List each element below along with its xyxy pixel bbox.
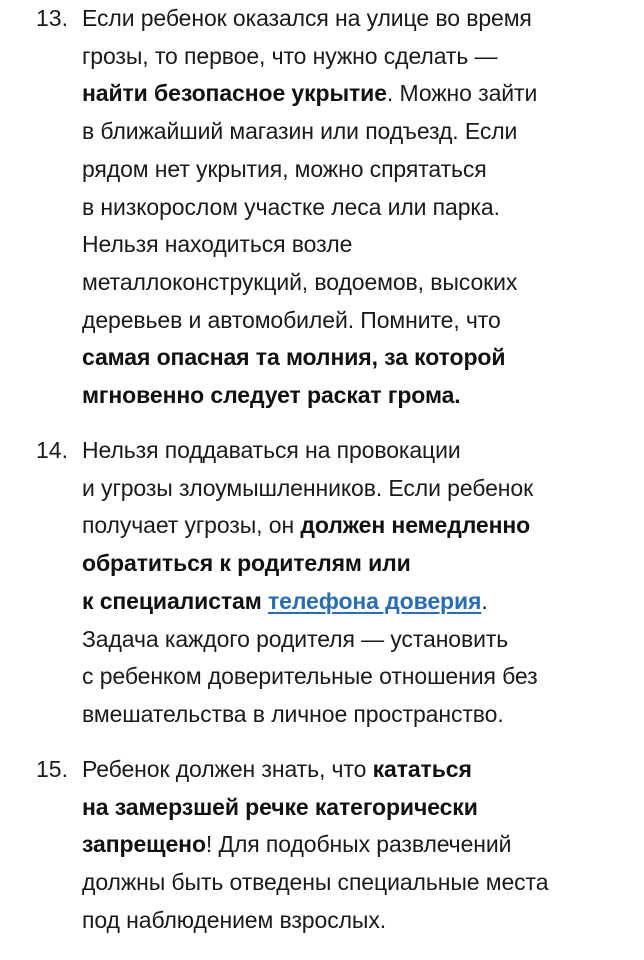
text-line [82,339,505,377]
text-line: вмешательства в личное пространство. [82,700,504,727]
text-line [82,789,478,827]
bold-phrase: к специалистам [82,587,262,614]
text-line: Нельзя находиться возле [82,231,353,258]
text-line: деревьев и автомобилей. Помните, что [82,306,501,333]
bold-phrase: обратиться к родителям или [82,550,411,577]
item-number: 15. [36,756,68,782]
bold-phrase: на замерзшей речке категорически [82,793,478,820]
text-line [82,377,461,415]
text-line: Если ребенок оказался на улице во время [82,5,532,31]
text-line: к специалистам телефона доверия. [82,587,488,614]
text-line: металлоконструкций, водоемов, высоких [82,268,518,295]
bold-phrase: самая опасная та молния, за которой [82,344,506,371]
item-number: 14. [36,437,68,463]
bold-phrase: запрещено [82,831,206,858]
bold-phrase: найти безопасное укрытие [82,80,387,107]
text-line: запрещено! Для подобных развлечений [82,831,512,858]
text-line: в низкорослом участке леса или парка. [82,193,500,220]
bold-phrase: кататься [372,756,472,782]
text-line: рядом нет укрытия, можно спрятаться [82,155,487,182]
text-line: в ближайший магазин или подъезд. Если [82,118,518,145]
hotline-link[interactable]: телефона доверия [267,587,482,614]
text-line: с ребенком доверительные отношения без [82,663,538,690]
text-line [82,545,411,583]
bold-phrase: должен немедленно [300,512,531,539]
text-line: Задача каждого родителя — установить [82,625,509,652]
item-number: 13. [36,5,68,31]
text-line: Нельзя поддаваться на провокации [82,437,461,463]
text-line: должны быть отведены специальные места [82,869,549,896]
text-line: найти безопасное укрытие. Можно зайти [82,80,538,107]
text-line: под наблюдением взрослых. [82,906,387,933]
bold-phrase: мгновенно следует раскат грома. [82,382,461,408]
text-line: грозы, то первое, что нужно сделать — [82,42,498,69]
text-line: Ребенок должен знать, что кататься [82,756,472,782]
text-line: получает угрозы, он должен немедленно [82,512,531,539]
text-line: и угрозы злоумышленников. Если ребенок [82,474,534,501]
